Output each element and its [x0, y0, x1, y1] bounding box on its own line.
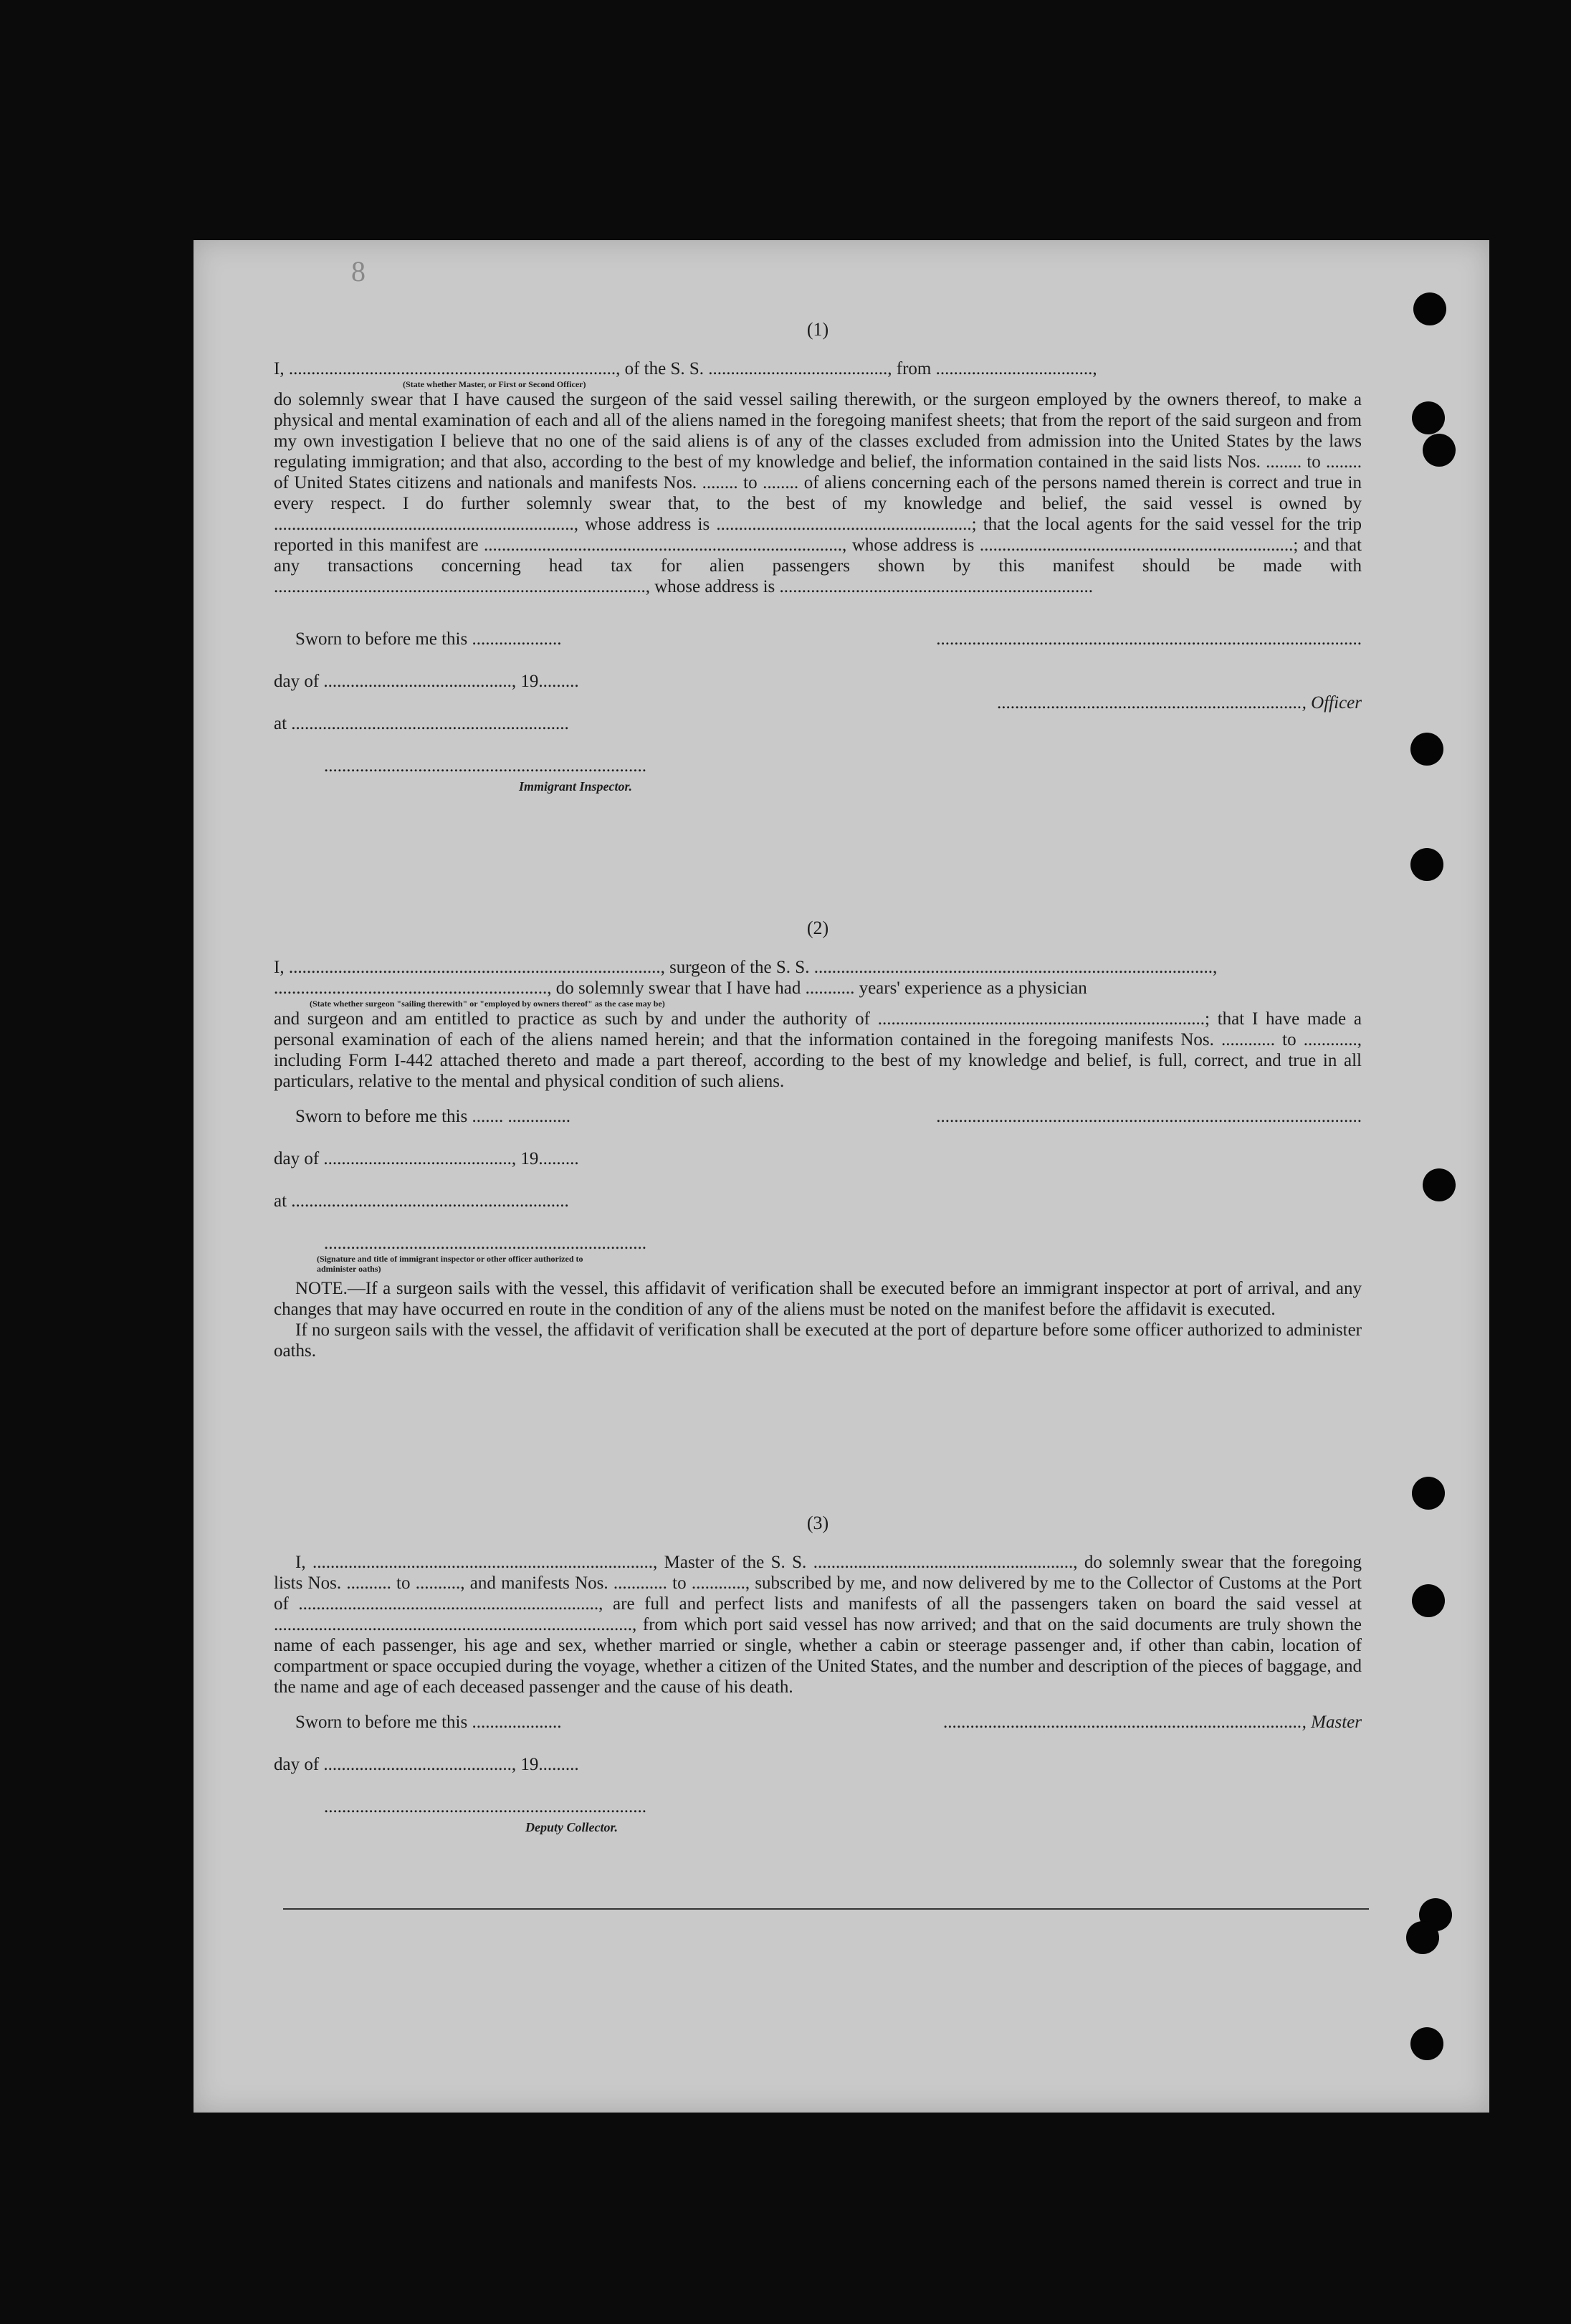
section-3-sworn-block: Sworn to before me this .................... day of .........................................., 19......... ........................................................................ Deputy Collector. ................................................................................, Master [274, 1712, 1362, 1838]
section-2-line2-note: (State whether surgeon "sailing therewith" or "employed by owners thereof" as the case may be) [310, 999, 665, 1009]
master-signature-line: ................................................................................, Master [943, 1713, 1362, 1732]
section-1 [274, 319, 1362, 797]
punch-hole-icon [1412, 1477, 1445, 1510]
deputy-collector-label: Deputy Collector. [525, 1820, 618, 1834]
punch-hole-icon [1410, 733, 1443, 766]
section-1-day: day of .........................................., 19......... [274, 672, 579, 691]
punch-hole-icon [1423, 434, 1456, 467]
section-2-heading: (2) [806, 918, 829, 938]
page-number: 8 [351, 255, 366, 287]
form-page [194, 240, 1489, 2113]
section-2 [274, 918, 1362, 1361]
bottom-rule [283, 1908, 1369, 1910]
section-2-note2: If no surgeon sails with the vessel, the affidavit of verification shall be executed at the port of departure before some officer authorized to administer oaths. [274, 1320, 1362, 1361]
section-3 [274, 1513, 1362, 1838]
section-3-sworn: Sworn to before me this .................... [295, 1713, 562, 1732]
section-1-sworn: Sworn to before me this .................... [295, 629, 562, 649]
section-1-heading: (1) [806, 319, 829, 340]
punch-hole-icon [1406, 1921, 1439, 1954]
section-2-at: at .............................................................. [274, 1191, 569, 1211]
punch-hole-icon [1413, 292, 1446, 325]
section-2-body: and surgeon and am entitled to practice as such by and under the authority of .........................................................................; that I have made a personal examination of each of the aliens named herein; and that the information contained in the foregoing manifests Nos. ............ to ............, including Form I-442 attached thereto and made a part thereof, according to the best of my knowledge and belief, is full, correct, and true in all particulars, relative to the mental and physical condition of such aliens. [274, 1009, 1362, 1091]
officer-signature-line: ...................................................................., Officer [997, 693, 1362, 713]
punch-hole-icon [1410, 848, 1443, 881]
section-2-sworn: Sworn to before me this ....... .............. [295, 1107, 570, 1126]
section-1-line1-note: (State whether Master, or First or Second Officer) [403, 379, 586, 389]
section-3-day: day of .........................................., 19......... [274, 1755, 579, 1774]
section-2-signature-note: (Signature and title of immigrant inspector or other officer authorized to administer oaths) [317, 1254, 583, 1274]
section-1-line1: I, ........................................................................., of the S. S. ........................................, from ..................................., [274, 359, 1097, 378]
immigrant-inspector-label: Immigrant Inspector. [518, 779, 632, 794]
section-3-body: I, ............................................................................, Master of the S. S. .........................................................., do solemnly swear that the foregoing lists Nos. .......... to .........., and manifests Nos. ............ to ............, subscribed by me, and now delivered by me to the Collector of Customs at the Port of ..................................................................., are full and perfect lists and manifests of all the passengers taken on board the said vessel at ................................................................................, from which port said vessel has now arrived; and that on the said documents are truly shown the name of each passenger, his age and sex, whether married or single, whether a cabin or steerage passenger and, if other than cabin, location of compartment or space occupied during the voyage, whether a citizen of the United States, and the number and description of the pieces of baggage, and the name and age of each deceased passenger and the cause of his death. [274, 1553, 1362, 1697]
section-1-sworn-block: Sworn to before me this .................... day of .........................................., 19......... at .............................................................. ........................................................................ Immigrant Inspector. ............................................................................................... ...................................................................., Officer [274, 629, 1362, 797]
punch-hole-icon [1423, 1168, 1456, 1201]
punch-hole-icon [1410, 2027, 1443, 2060]
section-2-day: day of .........................................., 19......... [274, 1149, 579, 1168]
section-3-heading: (3) [806, 1513, 829, 1533]
section-1-body: do solemnly swear that I have caused the surgeon of the said vessel sailing therewith, or the surgeon employed by the owners thereof, to make a physical and mental examination of each and all of the aliens named in the foregoing manifest sheets; that from the report of the said surgeon and from my own investigation I believe that no one of the said aliens is of any of the classes excluded from admission into the United States by the laws regulating immigration; and that also, according to the best of my knowledge and belief, the information contained in the said lists Nos. ........ to ........ of United States citizens and nationals and manifests Nos. ........ to ........ of aliens concerning each of the persons named therein is correct and true in every respect. I do further solemnly swear that, to the best of my knowledge and belief, the said vessel is owned by ..................................................................., whose address is .........................................................; that the local agents for the said vessel for the trip reported in this manifest are ................................................................................, whose address is ......................................................................; and that any transactions concerning head tax for alien passengers shown by this manifest should be made with ..................................................................................., whose address is ...................................................................... [274, 390, 1362, 596]
punch-hole-icon [1412, 401, 1445, 434]
section-2-line2: ............................................................., do solemnly swear that I have had ........... years' experience as a physician [274, 978, 1087, 998]
section-2-note1: NOTE.—If a surgeon sails with the vessel, this affidavit of verification shall be executed before an immigrant inspector at port of arrival, and any changes that may have occurred en route in the condition of any of the aliens must be noted on the manifest before the affidavit is executed. [274, 1279, 1362, 1319]
punch-hole-icon [1412, 1584, 1445, 1617]
section-1-at: at .............................................................. [274, 714, 569, 733]
section-2-line1: I, ..................................................................................., surgeon of the S. S. ........................................................................................., [274, 958, 1218, 977]
section-2-sworn-block: Sworn to before me this ....... .............. day of .........................................., 19......... at .............................................................. ........................................................................ (Signature and title of immigrant inspector or other officer authorized to administer oaths) ............................................................................................... [274, 1107, 1362, 1274]
